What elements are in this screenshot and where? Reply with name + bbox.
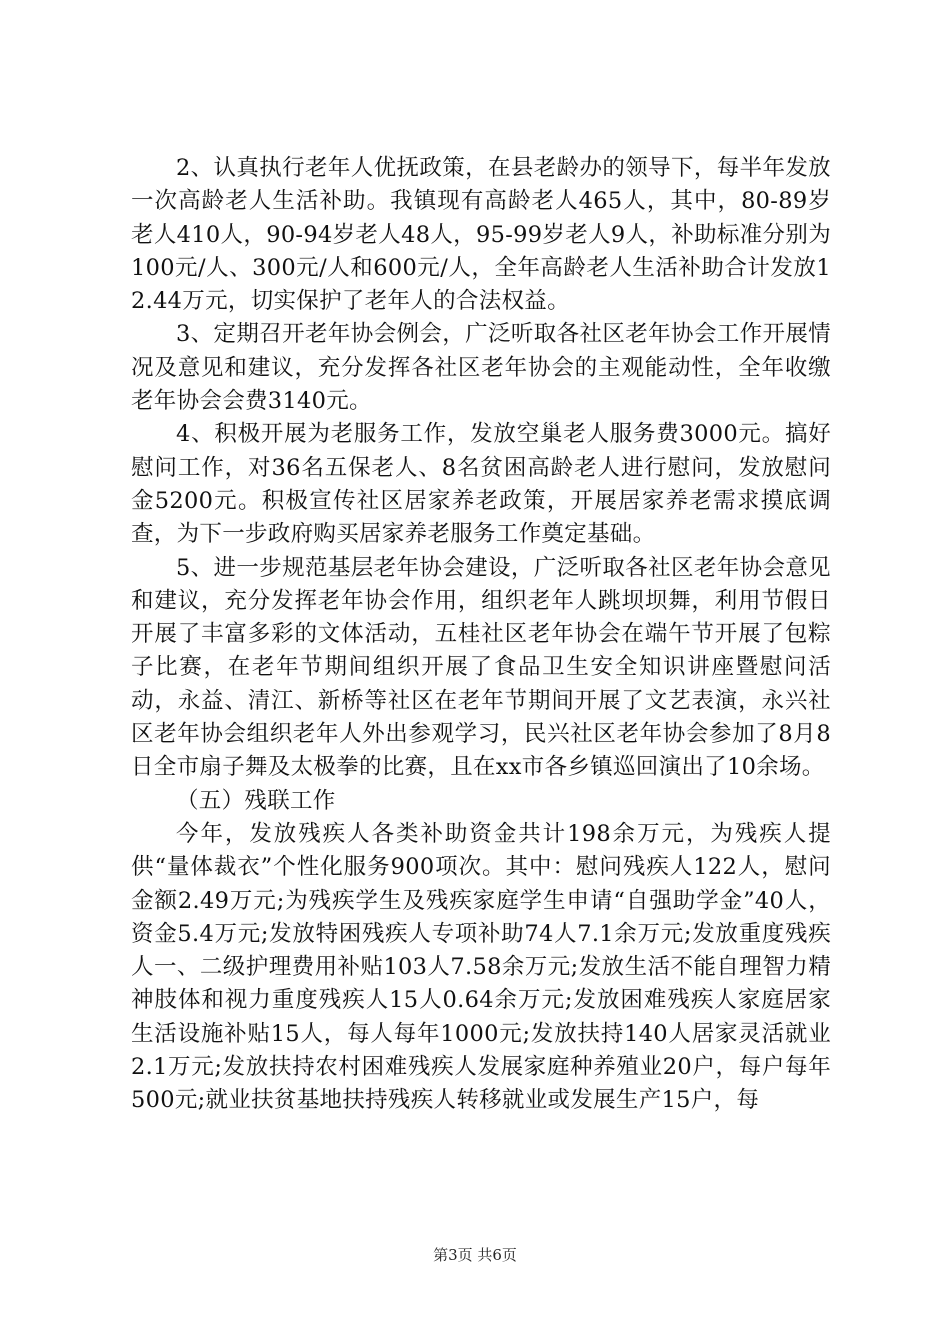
paragraph-disabled-subsidies: 今年，发放残疾人各类补助资金共计198余万元，为残疾人提供“量体裁衣”个性化服务900项次。其中：慰问残疾人122人，慰问金额2.49万元;为残疾学生及残疾家庭学生申请“自强助学金”40人，资金5.4万元;发放特困残疾人专项补助74人7.1余万元;发放重度残疾人一、二级护理费用补贴103人7.58余万元;发放生活不能自理智力精神肢体和视力重度残疾人15人0.64余万元;发放困难残疾人家庭居家生活设施补贴15人，每人每年1000元;发放扶持140人居家灵活就业2.1万元;发放扶持农村困难残疾人发展家庭种养殖业20户，每户每年500元;就业扶贫基地扶持残疾人转移就业或发展生产15户，每 [131, 820, 831, 1114]
paragraph-elderly-association-building: 5、进一步规范基层老年协会建设，广泛听取各社区老年协会意见和建议，充分发挥老年协会作用，组织老年人跳坝坝舞，利用节假日开展了丰富多彩的文体活动，五桂社区老年协会在端午节开展了包粽子比赛，在老年节期间组织开展了食品卫生安全知识讲座暨慰问活动，永益、清江、新桥等社区在老年节期间开展了文艺表演，永兴社区老年协会组织老年人外出参观学习，民兴社区老年协会参加了8月8日全市扇子舞及太极拳的比赛，且在xx市各乡镇巡回演出了10余场。 [131, 554, 831, 781]
paragraph-elderly-subsidy: 2、认真执行老年人优抚政策，在县老龄办的领导下，每半年发放一次高龄老人生活补助。我镇现有高龄老人465人，其中，80-89岁老人410人，90-94岁老人48人，95-99岁老人9人，补助标准分别为100元/人、300元/人和600元/人，全年高龄老人生活补助合计发放12.44万元，切实保护了老年人的合法权益。 [131, 155, 831, 315]
page-number-footer: 第3页 共6页 [433, 1246, 517, 1264]
section-heading-disabled-federation: （五）残联工作 [176, 787, 336, 814]
document-body [131, 152, 831, 1118]
paragraph-elderly-services: 4、积极开展为老服务工作，发放空巢老人服务费3000元。搞好慰问工作，对36名五保老人、8名贫困高龄老人进行慰问，发放慰问金5200元。积极宣传社区居家养老政策，开展居家养老需求摸底调查，为下一步政府购买居家养老服务工作奠定基础。 [131, 421, 831, 548]
paragraph-elderly-association-meeting: 3、定期召开老年协会例会，广泛听取各社区老年协会工作开展情况及意见和建议，充分发挥各社区老年协会的主观能动性，全年收缴老年协会会费3140元。 [131, 321, 831, 415]
